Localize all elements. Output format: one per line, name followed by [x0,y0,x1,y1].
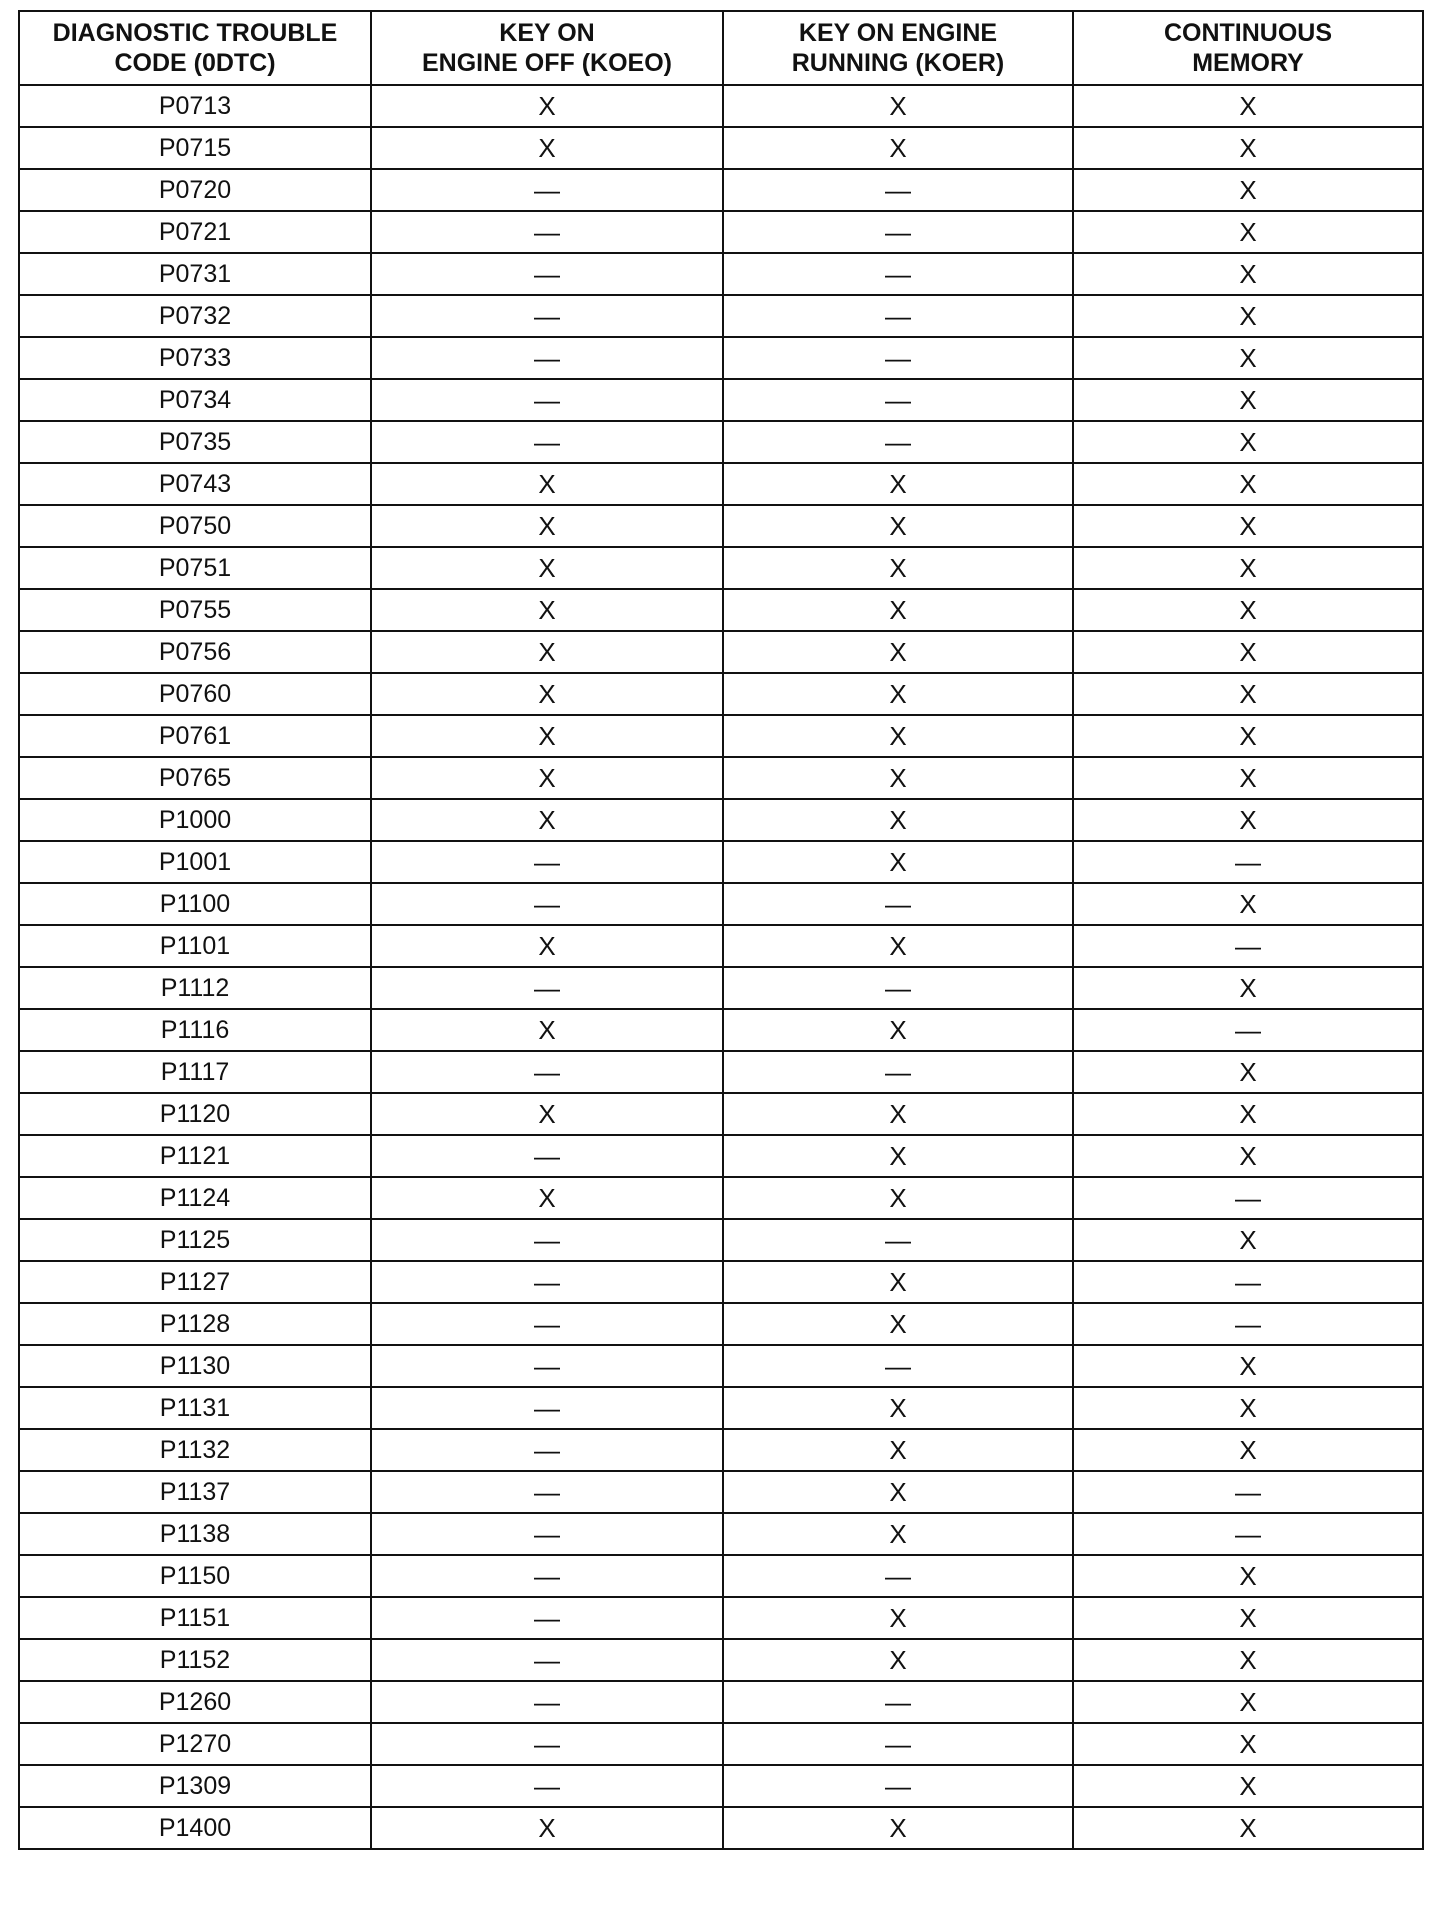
table-row [19,169,1423,211]
table-row [19,379,1423,421]
continuous-memory-cell: X [1073,1051,1423,1093]
continuous-memory-cell: — [1073,841,1423,883]
koeo-cell: X [371,1807,723,1849]
header-dtc-code-line2: CODE (0DTC) [114,49,276,77]
dtc-code-cell: P0750 [19,505,371,547]
koeo-cell: — [371,211,723,253]
table-row [19,1597,1423,1639]
koeo-cell: — [371,1345,723,1387]
koer-cell: X [723,673,1073,715]
dtc-code-cell: P1151 [19,1597,371,1639]
table-row [19,211,1423,253]
continuous-memory-cell: — [1073,1261,1423,1303]
koer-cell: X [723,757,1073,799]
dtc-code-cell: P1131 [19,1387,371,1429]
header-dtc-code-line1: DIAGNOSTIC TROUBLE [52,19,338,47]
koeo-cell: — [371,1555,723,1597]
continuous-memory-cell: X [1073,547,1423,589]
continuous-memory-cell: X [1073,967,1423,1009]
continuous-memory-cell: — [1073,1513,1423,1555]
dtc-code-cell: P0715 [19,127,371,169]
continuous-memory-cell: X [1073,1639,1423,1681]
dtc-code-cell: P1152 [19,1639,371,1681]
koeo-cell: — [371,1051,723,1093]
table-row [19,883,1423,925]
continuous-memory-cell: X [1073,1723,1423,1765]
dtc-code-cell: P0761 [19,715,371,757]
koeo-cell: X [371,757,723,799]
dtc-code-cell: P0721 [19,211,371,253]
continuous-memory-cell: X [1073,1345,1423,1387]
koeo-cell: — [371,169,723,211]
koeo-cell: — [371,1429,723,1471]
table-header [19,11,1423,85]
koer-cell: — [723,1219,1073,1261]
dtc-code-cell: P0751 [19,547,371,589]
koer-cell: X [723,505,1073,547]
continuous-memory-cell: — [1073,1009,1423,1051]
dtc-code-cell: P1125 [19,1219,371,1261]
koeo-cell: — [371,1639,723,1681]
table-row [19,1513,1423,1555]
continuous-memory-cell: — [1073,1303,1423,1345]
koer-cell: X [723,1093,1073,1135]
table-row [19,1303,1423,1345]
continuous-memory-cell: — [1073,925,1423,967]
continuous-memory-cell: — [1073,1471,1423,1513]
table-row [19,547,1423,589]
koeo-cell: — [371,379,723,421]
table-row [19,925,1423,967]
dtc-code-cell: P1130 [19,1345,371,1387]
dtc-code-cell: P1124 [19,1177,371,1219]
dtc-code-cell: P0735 [19,421,371,463]
koer-cell: X [723,1471,1073,1513]
koer-cell: X [723,799,1073,841]
table-row [19,1051,1423,1093]
table-row [19,1639,1423,1681]
table-row [19,1429,1423,1471]
koeo-cell: — [371,421,723,463]
koeo-cell: — [371,883,723,925]
table-body [19,85,1423,1849]
table-row [19,1765,1423,1807]
dtc-code-cell: P0756 [19,631,371,673]
continuous-memory-cell: X [1073,1387,1423,1429]
dtc-code-cell: P1101 [19,925,371,967]
koeo-cell: — [371,295,723,337]
dtc-code-cell: P1128 [19,1303,371,1345]
koer-cell: — [723,421,1073,463]
koeo-cell: X [371,799,723,841]
dtc-code-cell: P1116 [19,1009,371,1051]
dtc-table [18,10,1424,1850]
koer-cell: X [723,631,1073,673]
koer-cell: X [723,1009,1073,1051]
koer-cell: — [723,379,1073,421]
dtc-code-cell: P1121 [19,1135,371,1177]
table-row [19,1345,1423,1387]
koer-cell: — [723,337,1073,379]
dtc-code-cell: P0743 [19,463,371,505]
continuous-memory-cell: X [1073,1219,1423,1261]
table-row [19,1135,1423,1177]
koer-cell: — [723,1345,1073,1387]
koer-cell: — [723,1555,1073,1597]
koeo-cell: X [371,1093,723,1135]
koeo-cell: — [371,1303,723,1345]
dtc-code-cell: P0720 [19,169,371,211]
continuous-memory-cell: X [1073,1765,1423,1807]
dtc-code-cell: P1100 [19,883,371,925]
table-row [19,1219,1423,1261]
continuous-memory-cell: X [1073,379,1423,421]
continuous-memory-cell: X [1073,673,1423,715]
continuous-memory-cell: X [1073,631,1423,673]
table-row [19,1807,1423,1849]
koer-cell: X [723,127,1073,169]
koer-cell: — [723,211,1073,253]
table-row [19,1387,1423,1429]
continuous-memory-cell: X [1073,421,1423,463]
koeo-cell: X [371,1009,723,1051]
continuous-memory-cell: X [1073,883,1423,925]
dtc-code-cell: P0732 [19,295,371,337]
koer-cell: — [723,1681,1073,1723]
koer-cell: X [723,589,1073,631]
header-dtc-code [19,11,371,85]
koeo-cell: — [371,1765,723,1807]
continuous-memory-cell: X [1073,715,1423,757]
continuous-memory-cell: X [1073,1135,1423,1177]
header-continuous-memory-line1: CONTINUOUS [1163,19,1333,47]
koer-cell: X [723,1807,1073,1849]
table-row [19,673,1423,715]
koer-cell: — [723,967,1073,1009]
dtc-code-cell: P1117 [19,1051,371,1093]
koeo-cell: — [371,1597,723,1639]
koer-cell: X [723,1303,1073,1345]
header-koer-line1: KEY ON ENGINE [798,19,998,47]
koer-cell: X [723,1135,1073,1177]
koeo-cell: — [371,1261,723,1303]
table-row [19,1093,1423,1135]
koer-cell: — [723,1051,1073,1093]
dtc-code-cell: P0765 [19,757,371,799]
continuous-memory-cell: — [1073,1177,1423,1219]
koer-cell: X [723,1513,1073,1555]
dtc-code-cell: P1270 [19,1723,371,1765]
header-continuous-memory-line2: MEMORY [1192,49,1304,77]
continuous-memory-cell: X [1073,169,1423,211]
dtc-code-cell: P0713 [19,85,371,127]
koeo-cell: X [371,715,723,757]
koer-cell: X [723,463,1073,505]
continuous-memory-cell: X [1073,505,1423,547]
header-row [19,11,1423,85]
table-row [19,631,1423,673]
dtc-code-cell: P0731 [19,253,371,295]
dtc-code-cell: P1001 [19,841,371,883]
dtc-code-cell: P1120 [19,1093,371,1135]
dtc-code-cell: P0733 [19,337,371,379]
table-row [19,463,1423,505]
dtc-code-cell: P1000 [19,799,371,841]
header-continuous-memory [1073,11,1423,85]
dtc-code-cell: P0755 [19,589,371,631]
koeo-cell: — [371,1681,723,1723]
table-row [19,589,1423,631]
koeo-cell: — [371,1135,723,1177]
koer-cell: — [723,1765,1073,1807]
table-row [19,715,1423,757]
continuous-memory-cell: X [1073,211,1423,253]
koeo-cell: — [371,1513,723,1555]
continuous-memory-cell: X [1073,757,1423,799]
header-koeo [371,11,723,85]
koer-cell: — [723,253,1073,295]
koeo-cell: X [371,1177,723,1219]
koeo-cell: X [371,85,723,127]
continuous-memory-cell: X [1073,1093,1423,1135]
continuous-memory-cell: X [1073,1807,1423,1849]
table-row [19,505,1423,547]
koeo-cell: X [371,463,723,505]
koeo-cell: X [371,589,723,631]
continuous-memory-cell: X [1073,589,1423,631]
koeo-cell: X [371,547,723,589]
continuous-memory-cell: X [1073,337,1423,379]
koer-cell: X [723,85,1073,127]
continuous-memory-cell: X [1073,799,1423,841]
dtc-code-cell: P1138 [19,1513,371,1555]
continuous-memory-cell: X [1073,127,1423,169]
table-row [19,799,1423,841]
continuous-memory-cell: X [1073,1555,1423,1597]
table-row [19,295,1423,337]
table-row [19,757,1423,799]
koer-cell: X [723,547,1073,589]
dtc-code-cell: P1112 [19,967,371,1009]
table-row [19,1681,1423,1723]
koer-cell: — [723,169,1073,211]
table-row [19,337,1423,379]
continuous-memory-cell: X [1073,253,1423,295]
dtc-code-cell: P0734 [19,379,371,421]
table-row [19,421,1423,463]
header-koeo-line1: KEY ON [499,19,595,47]
continuous-memory-cell: X [1073,295,1423,337]
header-koeo-line2: ENGINE OFF (KOEO) [422,49,672,77]
continuous-memory-cell: X [1073,85,1423,127]
koeo-cell: X [371,925,723,967]
continuous-memory-cell: X [1073,1681,1423,1723]
koer-cell: X [723,1387,1073,1429]
table-row [19,1009,1423,1051]
koeo-cell: — [371,841,723,883]
koeo-cell: X [371,673,723,715]
continuous-memory-cell: X [1073,1597,1423,1639]
continuous-memory-cell: X [1073,1429,1423,1471]
koeo-cell: — [371,1387,723,1429]
table-row [19,841,1423,883]
dtc-code-cell: P0760 [19,673,371,715]
table-row [19,1261,1423,1303]
koer-cell: X [723,1639,1073,1681]
table-row [19,1177,1423,1219]
koer-cell: X [723,841,1073,883]
continuous-memory-cell: X [1073,463,1423,505]
koer-cell: X [723,715,1073,757]
koer-cell: — [723,295,1073,337]
header-koer [723,11,1073,85]
dtc-code-cell: P1309 [19,1765,371,1807]
dtc-code-cell: P1137 [19,1471,371,1513]
koer-cell: X [723,1597,1073,1639]
koeo-cell: — [371,337,723,379]
koeo-cell: X [371,505,723,547]
koer-cell: — [723,883,1073,925]
dtc-code-cell: P1400 [19,1807,371,1849]
dtc-code-cell: P1132 [19,1429,371,1471]
koer-cell: X [723,1261,1073,1303]
koer-cell: X [723,1177,1073,1219]
dtc-code-cell: P1150 [19,1555,371,1597]
koeo-cell: — [371,967,723,1009]
table-row [19,127,1423,169]
koeo-cell: — [371,1219,723,1261]
koeo-cell: — [371,253,723,295]
koer-cell: — [723,1723,1073,1765]
dtc-code-cell: P1127 [19,1261,371,1303]
koeo-cell: — [371,1471,723,1513]
table-row [19,85,1423,127]
table-row [19,967,1423,1009]
table-row [19,253,1423,295]
koeo-cell: X [371,127,723,169]
table-row [19,1471,1423,1513]
koer-cell: X [723,925,1073,967]
header-koer-line2: RUNNING (KOER) [791,49,1005,77]
koeo-cell: — [371,1723,723,1765]
table-row [19,1723,1423,1765]
koeo-cell: X [371,631,723,673]
koer-cell: X [723,1429,1073,1471]
table-row [19,1555,1423,1597]
dtc-code-cell: P1260 [19,1681,371,1723]
